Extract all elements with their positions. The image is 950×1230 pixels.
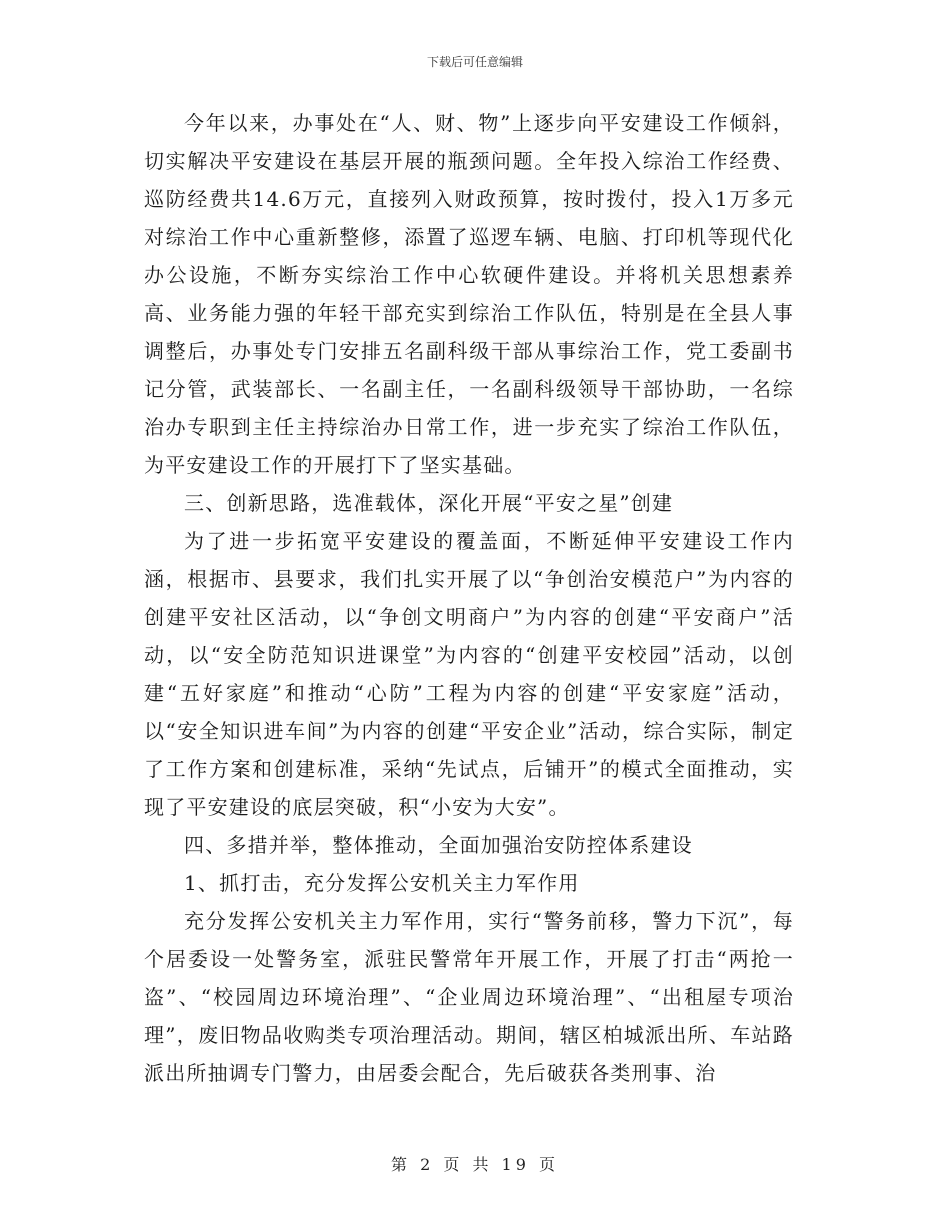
paragraph-funding: 今年以来，办事处在“人、财、物”上逐步向平安建设工作倾斜，切实解决平安建设在基层开展的瓶颈问题。全年投入综治工作经费、巡防经费共14.6万元，直接列入财政预算，按时拨付，投入1万多元对综治工作中心重新整修，添置了巡逻车辆、电脑、打印机等现代化办公设施，不断夯实综治工作中心软硬件建设。并将机关思想素养高、业务能力强的年轻干部充实到综治工作队伍，特别是在全县人事调整后，办事处专门安排五名副科级干部从事综治工作，党工委副书记分管，武装部长、一名副主任，一名副科级领导干部协助，一名综治办专职到主任主持综治办日常工作，进一步充实了综治工作队伍，为平安建设工作的开展打下了坚实基础。 bbox=[144, 111, 794, 477]
subheading-one: 1、抓打击，充分发挥公安机关主力军作用 bbox=[184, 871, 580, 895]
paragraph-safe-star: 为了进一步拓宽平安建设的覆盖面，不断延伸平安建设工作内涵，根据市、县要求，我们扎实开展了以“争创治安模范户”为内容的创建平安社区活动，以“争创文明商户”为内容的创建“平安商户”活动，以“安全防范知识进课堂”为内容的“创建平安校园”活动，以创建“五好家庭”和推动“心防”工程为内容的创建“平安家庭”活动，以“安全知识进车间”为内容的创建“平安企业”活动，综合实际，制定了工作方案和创建标准，采纳“先试点，后铺开”的模式全面推动，实现了平安建设的底层突破，积“小安为大安”。 bbox=[144, 529, 794, 819]
page-header: 下载后可任意编辑 bbox=[426, 55, 523, 69]
document-body bbox=[144, 104, 794, 1092]
paragraph-police: 充分发挥公安机关主力军作用，实行“警务前移，警力下沉”，每个居委设一处警务室，派驻民警常年开展工作，开展了打击“两抢一盗”、“校园周边环境治理”、“企业周边环境治理”、“出租屋专项治理”，废旧物品收购类专项治理活动。期间，辖区柏城派出所、车站路派出所抽调专门警力，由居委会配合，先后破获各类刑事、治 bbox=[144, 909, 794, 1085]
section-heading-three: 三、创新思路，选准载体，深化开展“平安之星”创建 bbox=[184, 491, 674, 515]
page-footer: 第 2 页 共 19 页 bbox=[391, 1155, 559, 1174]
section-heading-four: 四、多措并举，整体推动，全面加强治安防控体系建设 bbox=[184, 833, 693, 857]
